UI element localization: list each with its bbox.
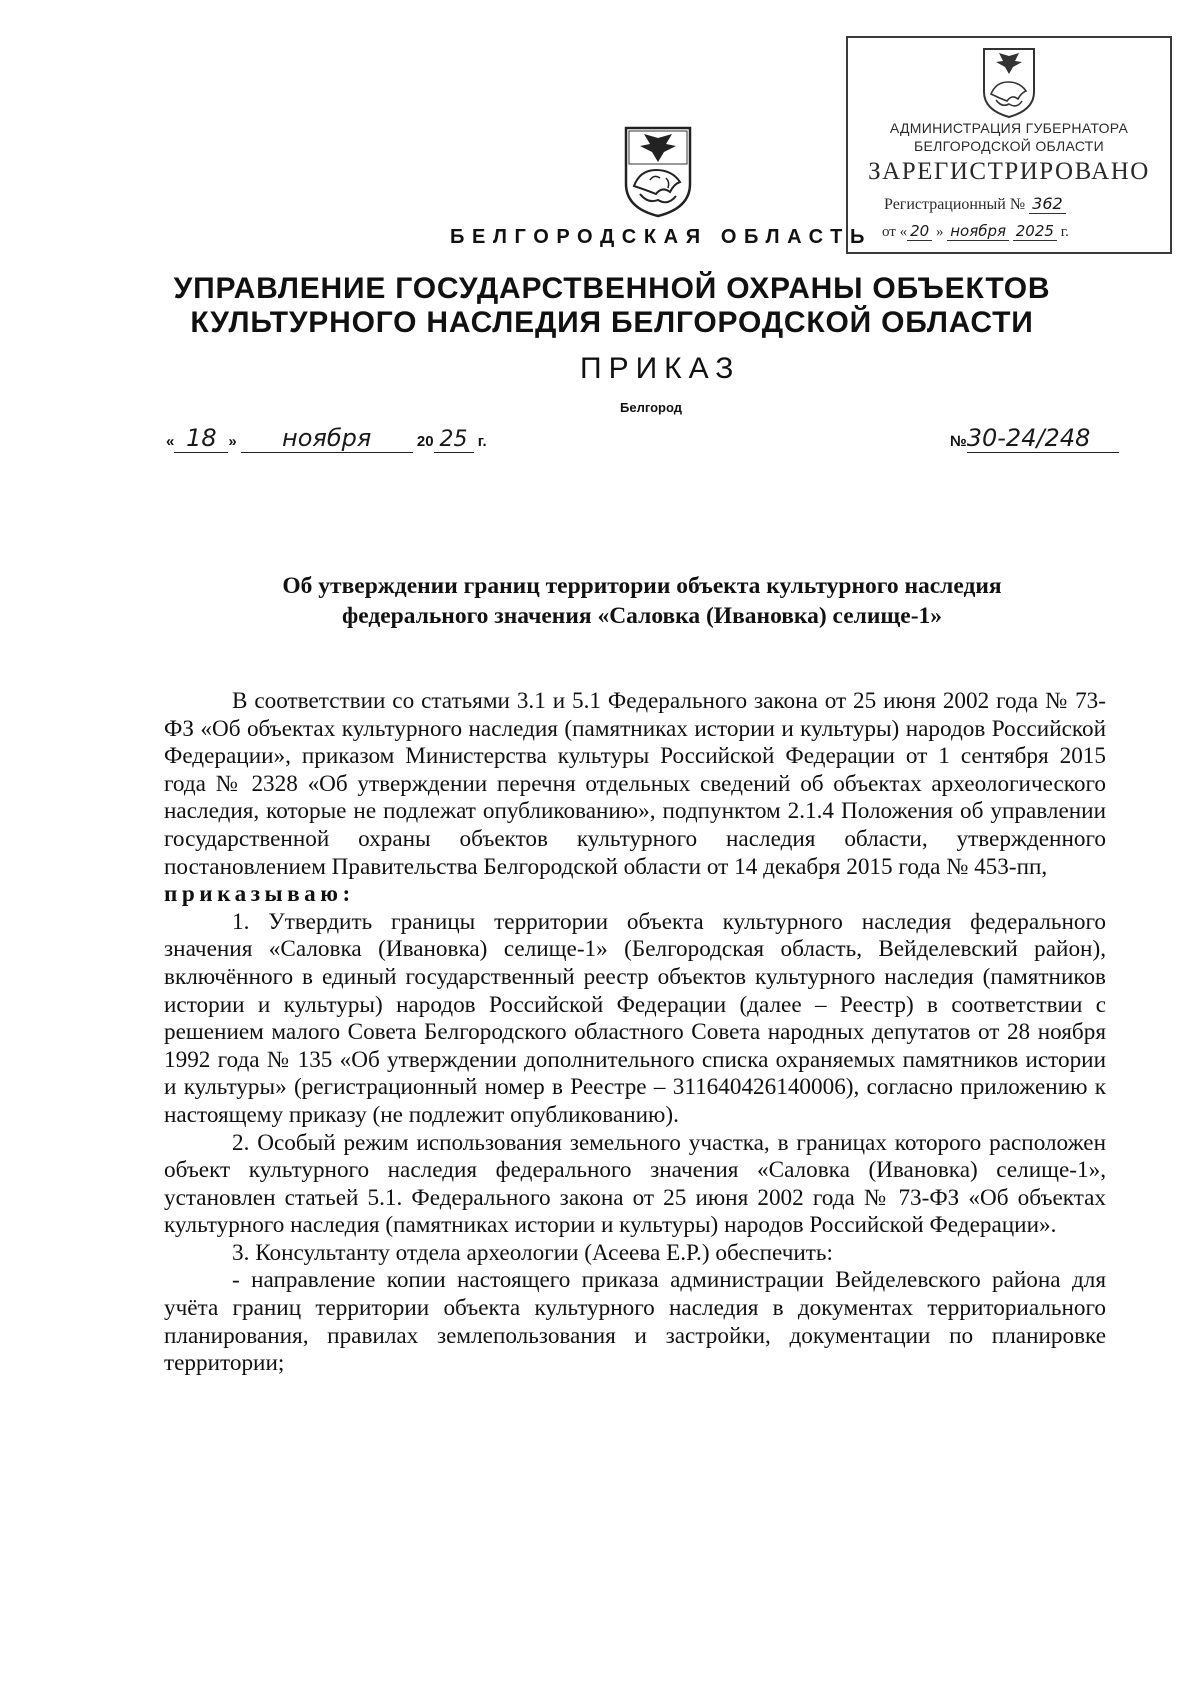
document-type: ПРИКАЗ — [580, 352, 741, 385]
stamp-reg-number-line — [884, 194, 1066, 214]
order-word: приказываю: — [164, 881, 355, 908]
coat-of-arms-emblem — [620, 124, 696, 220]
stamp-org-line1: АДМИНИСТРАЦИЯ ГУБЕРНАТОРА — [889, 120, 1129, 136]
document-title-line2: федерального значения «Саловка (Ивановка) селище-1» — [341, 603, 943, 629]
order-number — [950, 424, 1119, 453]
document-title-line1: Об утверждении границ территории объекта культурного наследия — [282, 573, 1002, 599]
stamp-date-mid: » — [935, 224, 944, 240]
region-heading: БЕЛГОРОДСКАЯ ОБЛАСТЬ — [450, 226, 872, 248]
item-3-sub-1-paragraph: - направление копии настоящего приказа администрации Вейделевского района для учёта границ территории объекта культурного наследия в документах территориального планирования, правилах землепользования и застройки, документации по планировке территории; — [164, 1267, 1106, 1377]
order-date-year-prefix: 20 — [416, 433, 434, 450]
registration-stamp — [846, 36, 1172, 254]
stamp-registered: ЗАРЕГИСТРИРОВАНО — [868, 158, 1150, 185]
order-date — [166, 424, 487, 453]
stamp-date-suffix: г. — [1060, 224, 1069, 240]
order-date-close-quote: » — [228, 433, 237, 450]
order-date-year-mark: г. — [477, 433, 487, 450]
agency-name-line2: КУЛЬТУРНОГО НАСЛЕДИЯ БЕЛГОРОДСКОЙ ОБЛАСТИ — [190, 306, 1034, 339]
agency-name-line1: УПРАВЛЕНИЕ ГОСУДАРСТВЕННОЙ ОХРАНЫ ОБЪЕКТОВ — [173, 272, 1051, 305]
order-number-value: 30-24/248 — [967, 424, 1119, 453]
stamp-org-line2: БЕЛГОРОДСКОЙ ОБЛАСТИ — [914, 138, 1104, 154]
order-date-open-quote: « — [166, 433, 175, 450]
stamp-date-prefix: от « — [882, 224, 908, 240]
stamp-date-line — [882, 222, 1069, 241]
order-date-month: ноября — [241, 424, 413, 453]
order-word-paragraph — [164, 881, 1106, 909]
stamp-date-day: 20 — [907, 222, 932, 241]
stamp-date-month: ноября — [947, 222, 1009, 241]
document-body — [164, 688, 1106, 1378]
item-2-paragraph: 2. Особый режим использования земельного участка, в границах которого расположен объект культурного наследия федерального значения «Саловка (Ивановка) селище-1», установлен статьей 5.1. Федерального закона от 25 июня 2002 года № 73-ФЗ «Об объектах культурного наследия (памятниках истории и культуры) народов Российской Федерации». — [164, 1129, 1106, 1239]
order-date-day: 18 — [174, 424, 228, 453]
stamp-date-year: 2025 — [1013, 222, 1057, 241]
order-date-year-suffix: 25 — [434, 427, 474, 453]
city-name: Белгород — [620, 400, 682, 415]
preamble-paragraph: В соответствии со статьями 3.1 и 5.1 Федерального закона от 25 июня 2002 года № 73-ФЗ «Об объектах культурного наследия (памятниках истории и культуры) народов Российской Федерации», приказом Министерства культуры Российской Федерации от 1 сентября 2015 года № 2328 «Об утверждении перечня отдельных сведений об объектах археологического наследия, которые не подлежат опубликованию», подпунктом 2.1.4 Положения об управлении государственной охраны объектов культурного наследия области, утвержденного постановлением Правительства Белгородской области от 14 декабря 2015 года № 453-пп, — [164, 688, 1106, 880]
item-1-paragraph: 1. Утвердить границы территории объекта культурного наследия федерального значения «Саловка (Ивановка) селище-1» (Белгородская область, Вейделевский район), включённого в единый государственный реестр объектов культурного наследия (памятников истории и культуры) народов Российской Федерации (далее – Реестр) в соответствии с решением малого Совета Белгородского областного Совета народных депутатов от 28 ноября 1992 года № 135 «Об утверждении дополнительного списка охраняемых памятников истории и культуры» (регистрационный номер в Реестре – 311640426140006), согласно приложению к настоящему приказу (не подлежит опубликованию). — [164, 908, 1106, 1128]
order-number-label: № — [950, 433, 967, 450]
stamp-coat-of-arms-icon — [980, 46, 1038, 120]
stamp-reg-number-label: Регистрационный № — [884, 196, 1026, 213]
stamp-reg-number: 362 — [1029, 194, 1066, 214]
item-3-paragraph: 3. Консультанту отдела археологии (Асеева Е.Р.) обеспечить: — [232, 1239, 833, 1266]
